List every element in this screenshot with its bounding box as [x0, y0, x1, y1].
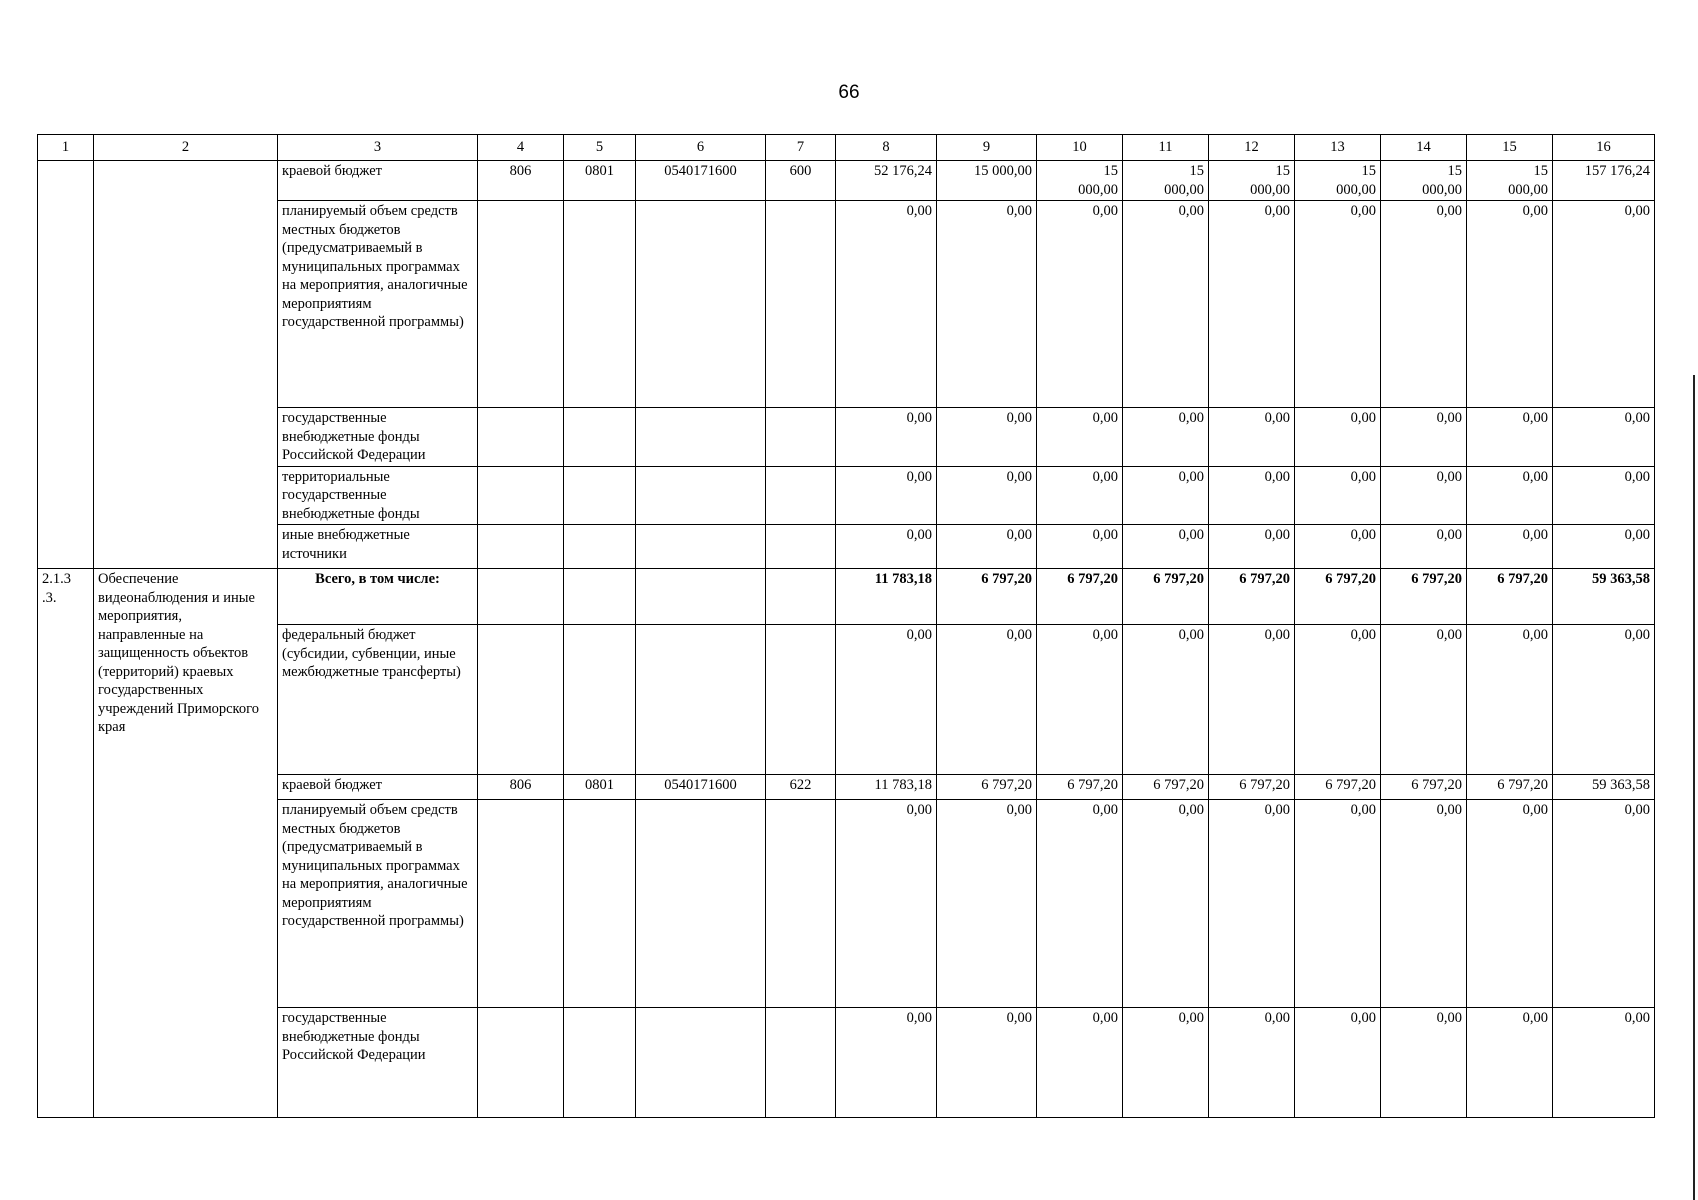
code-cell [766, 201, 836, 408]
funding-source-cell: планируемый объем средств местных бюджетов (предусматриваемый в муниципальных программах на мероприятия, аналогичные мероприятиям государственной программы) [278, 800, 478, 1008]
amount-cell: 0,00 [1553, 201, 1655, 408]
code-cell [478, 625, 564, 775]
code-cell [564, 1008, 636, 1118]
header-cell: 8 [836, 135, 937, 161]
header-cell: 7 [766, 135, 836, 161]
amount-cell: 0,00 [1037, 525, 1123, 569]
amount-cell: 0,00 [1295, 525, 1381, 569]
amount-cell: 0,00 [836, 1008, 937, 1118]
code-cell [478, 466, 564, 525]
code-cell [766, 569, 836, 625]
amount-cell: 0,00 [937, 525, 1037, 569]
header-cell: 11 [1123, 135, 1209, 161]
table-row [38, 161, 1655, 201]
table-row [38, 201, 1655, 408]
amount-cell: 0,00 [1037, 800, 1123, 1008]
row-number-cell [38, 161, 94, 569]
code-cell [478, 1008, 564, 1118]
code-cell: 622 [766, 775, 836, 800]
code-cell [766, 800, 836, 1008]
header-row [38, 135, 1655, 161]
funding-source-cell: государственные внебюджетные фонды Российской Федерации [278, 1008, 478, 1118]
amount-cell: 0,00 [1553, 408, 1655, 467]
code-cell [766, 625, 836, 775]
budget-table [37, 134, 1655, 1118]
header-cell: 4 [478, 135, 564, 161]
amount-cell: 0,00 [937, 1008, 1037, 1118]
header-cell: 9 [937, 135, 1037, 161]
code-cell [636, 1008, 766, 1118]
amount-cell: 0,00 [1123, 800, 1209, 1008]
table-row [38, 775, 1655, 800]
amount-cell: 0,00 [836, 800, 937, 1008]
amount-cell: 0,00 [1209, 201, 1295, 408]
amount-cell: 0,00 [1295, 625, 1381, 775]
amount-cell: 6 797,20 [1467, 775, 1553, 800]
code-cell: 0540171600 [636, 161, 766, 201]
amount-cell: 0,00 [1553, 466, 1655, 525]
amount-cell: 0,00 [1467, 800, 1553, 1008]
amount-cell: 0,00 [1295, 800, 1381, 1008]
amount-cell: 0,00 [1467, 408, 1553, 467]
amount-cell: 0,00 [937, 201, 1037, 408]
activity-name-cell [94, 161, 278, 569]
amount-cell: 0,00 [1037, 466, 1123, 525]
code-cell [766, 408, 836, 467]
code-cell: 0540171600 [636, 775, 766, 800]
code-cell [636, 201, 766, 408]
amount-cell: 0,00 [836, 466, 937, 525]
amount-cell: 11 783,18 [836, 569, 937, 625]
amount-cell: 15 000,00 [1209, 161, 1295, 201]
amount-cell: 15 000,00 [1123, 161, 1209, 201]
table-row [38, 408, 1655, 467]
amount-cell: 0,00 [1381, 408, 1467, 467]
amount-cell: 15 000,00 [1467, 161, 1553, 201]
amount-cell: 0,00 [1467, 625, 1553, 775]
amount-cell: 0,00 [1381, 1008, 1467, 1118]
table-row [38, 569, 1655, 625]
funding-source-cell: краевой бюджет [278, 775, 478, 800]
funding-source-cell: иные внебюджетные источники [278, 525, 478, 569]
row-number-cell: 2.1.3 .3. [38, 569, 94, 1118]
code-cell [766, 525, 836, 569]
code-cell [478, 201, 564, 408]
amount-cell: 6 797,20 [1295, 569, 1381, 625]
code-cell [636, 525, 766, 569]
amount-cell: 0,00 [1123, 625, 1209, 775]
activity-name-cell: Обеспечение видеонаблюдения и иные мероприятия, направленные на защищенность объектов (территорий) краевых государственных учреждений Приморского края [94, 569, 278, 1118]
amount-cell: 0,00 [1123, 466, 1209, 525]
amount-cell: 15 000,00 [1037, 161, 1123, 201]
amount-cell: 59 363,58 [1553, 569, 1655, 625]
amount-cell: 0,00 [1467, 201, 1553, 408]
scan-edge-line [1693, 375, 1695, 1200]
code-cell [766, 466, 836, 525]
amount-cell: 6 797,20 [1467, 569, 1553, 625]
header-cell: 5 [564, 135, 636, 161]
funding-source-cell: территориальные государственные внебюджетные фонды [278, 466, 478, 525]
amount-cell: 0,00 [1467, 466, 1553, 525]
amount-cell: 0,00 [1037, 625, 1123, 775]
table-row [38, 525, 1655, 569]
amount-cell: 59 363,58 [1553, 775, 1655, 800]
amount-cell: 6 797,20 [1209, 775, 1295, 800]
header-cell: 2 [94, 135, 278, 161]
amount-cell: 11 783,18 [836, 775, 937, 800]
header-cell: 15 [1467, 135, 1553, 161]
amount-cell: 0,00 [1553, 1008, 1655, 1118]
amount-cell: 0,00 [1209, 800, 1295, 1008]
amount-cell: 0,00 [1381, 800, 1467, 1008]
amount-cell: 6 797,20 [1209, 569, 1295, 625]
amount-cell: 0,00 [1037, 1008, 1123, 1118]
amount-cell: 0,00 [937, 625, 1037, 775]
amount-cell: 0,00 [1295, 408, 1381, 467]
amount-cell: 15 000,00 [1381, 161, 1467, 201]
amount-cell: 6 797,20 [1037, 569, 1123, 625]
amount-cell: 157 176,24 [1553, 161, 1655, 201]
header-cell: 6 [636, 135, 766, 161]
amount-cell: 15 000,00 [1295, 161, 1381, 201]
amount-cell: 0,00 [1295, 1008, 1381, 1118]
header-cell: 1 [38, 135, 94, 161]
code-cell [564, 625, 636, 775]
funding-source-cell: федеральный бюджет (субсидии, субвенции, иные межбюджетные трансферты) [278, 625, 478, 775]
code-cell [564, 800, 636, 1008]
code-cell: 0801 [564, 775, 636, 800]
amount-cell: 0,00 [836, 408, 937, 467]
amount-cell: 0,00 [1209, 466, 1295, 525]
amount-cell: 0,00 [1381, 625, 1467, 775]
code-cell [564, 408, 636, 467]
amount-cell: 0,00 [1123, 1008, 1209, 1118]
funding-source-cell: государственные внебюджетные фонды Российской Федерации [278, 408, 478, 467]
code-cell: 806 [478, 775, 564, 800]
amount-cell: 0,00 [1037, 201, 1123, 408]
amount-cell: 0,00 [1467, 525, 1553, 569]
code-cell: 806 [478, 161, 564, 201]
code-cell [766, 1008, 836, 1118]
amount-cell: 0,00 [1467, 1008, 1553, 1118]
code-cell [636, 800, 766, 1008]
amount-cell: 0,00 [1553, 800, 1655, 1008]
amount-cell: 0,00 [1295, 466, 1381, 525]
amount-cell: 0,00 [1553, 525, 1655, 569]
code-cell [478, 569, 564, 625]
code-cell [636, 625, 766, 775]
amount-cell: 0,00 [1209, 1008, 1295, 1118]
amount-cell: 0,00 [937, 466, 1037, 525]
amount-cell: 6 797,20 [1381, 775, 1467, 800]
funding-source-cell: краевой бюджет [278, 161, 478, 201]
table-row [38, 1008, 1655, 1118]
amount-cell: 0,00 [1381, 201, 1467, 408]
amount-cell: 0,00 [1381, 466, 1467, 525]
header-cell: 12 [1209, 135, 1295, 161]
code-cell [636, 466, 766, 525]
table-row [38, 466, 1655, 525]
amount-cell: 6 797,20 [937, 569, 1037, 625]
amount-cell: 0,00 [937, 408, 1037, 467]
header-cell: 14 [1381, 135, 1467, 161]
amount-cell: 0,00 [836, 201, 937, 408]
code-cell [478, 525, 564, 569]
funding-source-cell: Всего, в том числе: [278, 569, 478, 625]
amount-cell: 0,00 [1553, 625, 1655, 775]
amount-cell: 6 797,20 [1123, 775, 1209, 800]
table-row [38, 800, 1655, 1008]
amount-cell: 0,00 [1037, 408, 1123, 467]
amount-cell: 0,00 [1123, 525, 1209, 569]
amount-cell: 0,00 [1209, 525, 1295, 569]
amount-cell: 0,00 [836, 625, 937, 775]
amount-cell: 0,00 [1381, 525, 1467, 569]
amount-cell: 6 797,20 [1123, 569, 1209, 625]
header-cell: 10 [1037, 135, 1123, 161]
amount-cell: 0,00 [1123, 408, 1209, 467]
code-cell [478, 800, 564, 1008]
amount-cell: 6 797,20 [1381, 569, 1467, 625]
code-cell [636, 569, 766, 625]
code-cell [564, 201, 636, 408]
amount-cell: 6 797,20 [1037, 775, 1123, 800]
amount-cell: 6 797,20 [1295, 775, 1381, 800]
code-cell: 600 [766, 161, 836, 201]
code-cell [564, 466, 636, 525]
header-cell: 13 [1295, 135, 1381, 161]
code-cell [636, 408, 766, 467]
funding-source-cell: планируемый объем средств местных бюджетов (предусматриваемый в муниципальных программах на мероприятия, аналогичные мероприятиям государственной программы) [278, 201, 478, 408]
amount-cell: 15 000,00 [937, 161, 1037, 201]
header-cell: 16 [1553, 135, 1655, 161]
amount-cell: 52 176,24 [836, 161, 937, 201]
amount-cell: 0,00 [1209, 408, 1295, 467]
code-cell: 0801 [564, 161, 636, 201]
amount-cell: 0,00 [1123, 201, 1209, 408]
table-row [38, 625, 1655, 775]
amount-cell: 0,00 [1295, 201, 1381, 408]
amount-cell: 0,00 [937, 800, 1037, 1008]
code-cell [478, 408, 564, 467]
header-cell: 3 [278, 135, 478, 161]
amount-cell: 0,00 [1209, 625, 1295, 775]
page-number: 66 [838, 82, 860, 103]
amount-cell: 6 797,20 [937, 775, 1037, 800]
code-cell [564, 569, 636, 625]
code-cell [564, 525, 636, 569]
amount-cell: 0,00 [836, 525, 937, 569]
